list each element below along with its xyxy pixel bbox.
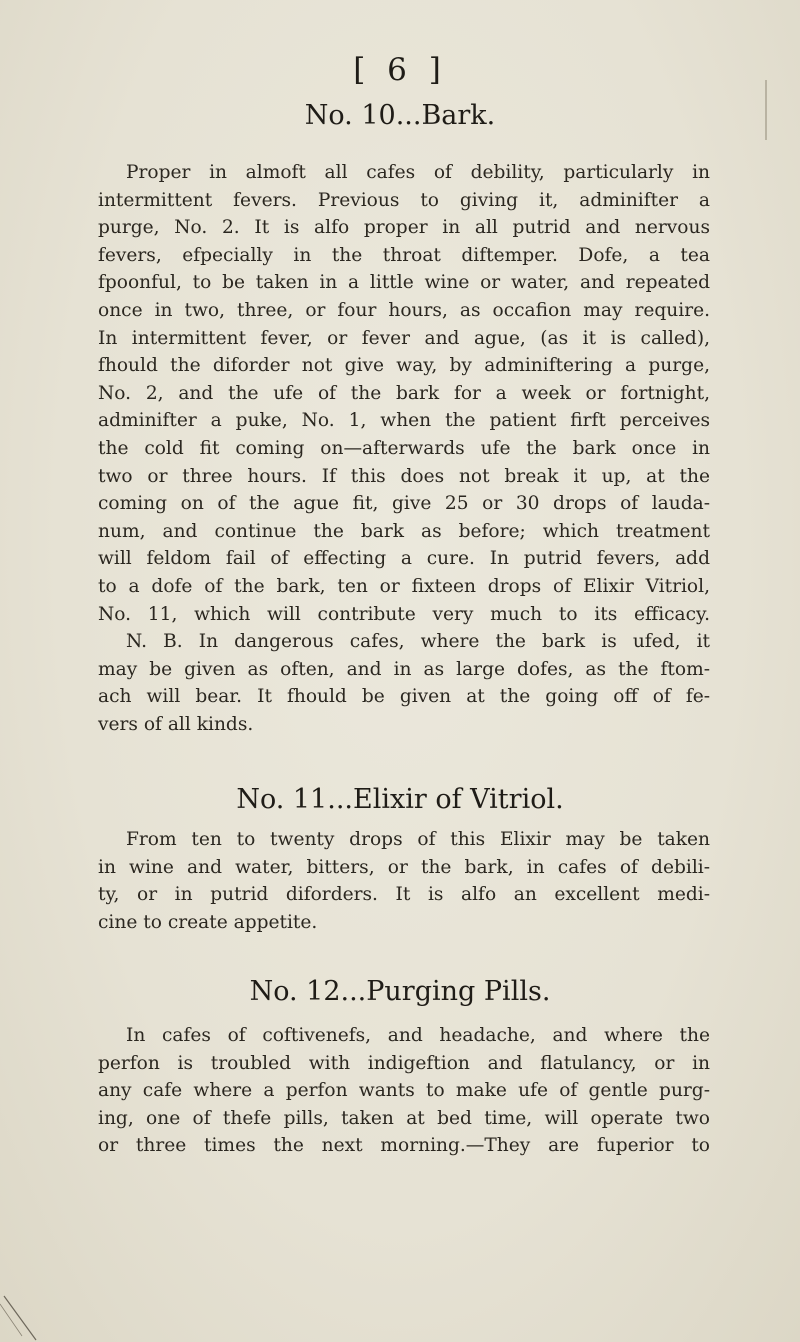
text-line: In intermittent fever, or fever and ague, (as it is called),	[98, 327, 710, 349]
text-line: Proper in almoft all cafes of debility, particularly in	[126, 162, 710, 183]
text-line: perfon is troubled with indigeftion and flatulancy, or in	[98, 1052, 710, 1074]
text-line: cine to create appetite.	[98, 911, 318, 933]
section-body-bark	[98, 159, 710, 738]
text-line: ach will bear. It fhould be given at the going off of fe-	[98, 686, 710, 708]
text-line: ty, or in putrid diforders. It is alfo an excellent medi-	[98, 884, 710, 906]
section-body-purging-pills	[98, 1022, 710, 1160]
text-line: in wine and water, bitters, or the bark, in cafes of debili-	[98, 856, 710, 878]
text-line: In cafes of coftivenefs, and headache, and where the	[126, 1025, 710, 1046]
text-line: adminifter a puke, No. 1, when the patient firft perceives	[98, 410, 710, 432]
text-line: No. 2, and the ufe of the bark for a week or fortnight,	[98, 382, 710, 404]
text-line: two or three hours. If this does not break it up, at the	[98, 465, 710, 487]
page-number: [ 6 ]	[353, 52, 447, 88]
text-line: or three times the next morning.—They are fuperior to	[98, 1135, 710, 1157]
section-body-elixir-of-vitriol	[98, 826, 710, 936]
text-line: fhould the diforder not give way, by adminiftering a purge,	[98, 355, 710, 377]
text-line: may be given as often, and in as large dofes, as the ftom-	[98, 658, 710, 680]
page-crease-mark	[0, 1282, 70, 1342]
text-line: any cafe where a perfon wants to make ufe of gentle purg-	[98, 1080, 710, 1102]
text-line: the cold fit coming on—afterwards ufe the bark once in	[98, 437, 710, 459]
text-line: purge, No. 2. It is alfo proper in all putrid and nervous	[98, 217, 710, 239]
text-line: coming on of the ague fit, give 25 or 30 drops of lauda-	[98, 493, 710, 515]
section-heading-elixir-of-vitriol: No. 11...Elixir of Vitriol.	[236, 784, 564, 815]
text-line: No. 11, which will contribute very much to its efficacy.	[98, 603, 710, 625]
text-line: to a dofe of the bark, ten or fixteen drops of Elixir Vitriol,	[98, 575, 710, 597]
text-line: fpoonful, to be taken in a little wine or water, and repeated	[98, 272, 710, 294]
margin-shadow	[765, 80, 767, 140]
text-line: vers of all kinds.	[98, 713, 254, 735]
section-heading-purging-pills: No. 12...Purging Pills.	[249, 976, 551, 1007]
text-line: num, and continue the bark as before; which treatment	[98, 520, 710, 542]
text-line: intermittent fevers. Previous to giving it, adminifter a	[98, 189, 710, 211]
text-line: fevers, efpecially in the throat diftemper. Dofe, a tea	[98, 244, 710, 266]
text-line: From ten to twenty drops of this Elixir may be taken	[126, 829, 710, 850]
text-line: N. B. In dangerous cafes, where the bark is ufed, it	[126, 631, 710, 653]
text-line: once in two, three, or four hours, as occafion may require.	[98, 299, 710, 321]
text-line: will feldom fail of effecting a cure. In putrid fevers, add	[98, 548, 710, 570]
text-line: ing, one of thefe pills, taken at bed time, will operate two	[98, 1107, 710, 1129]
section-heading-bark: No. 10...Bark.	[304, 100, 496, 131]
